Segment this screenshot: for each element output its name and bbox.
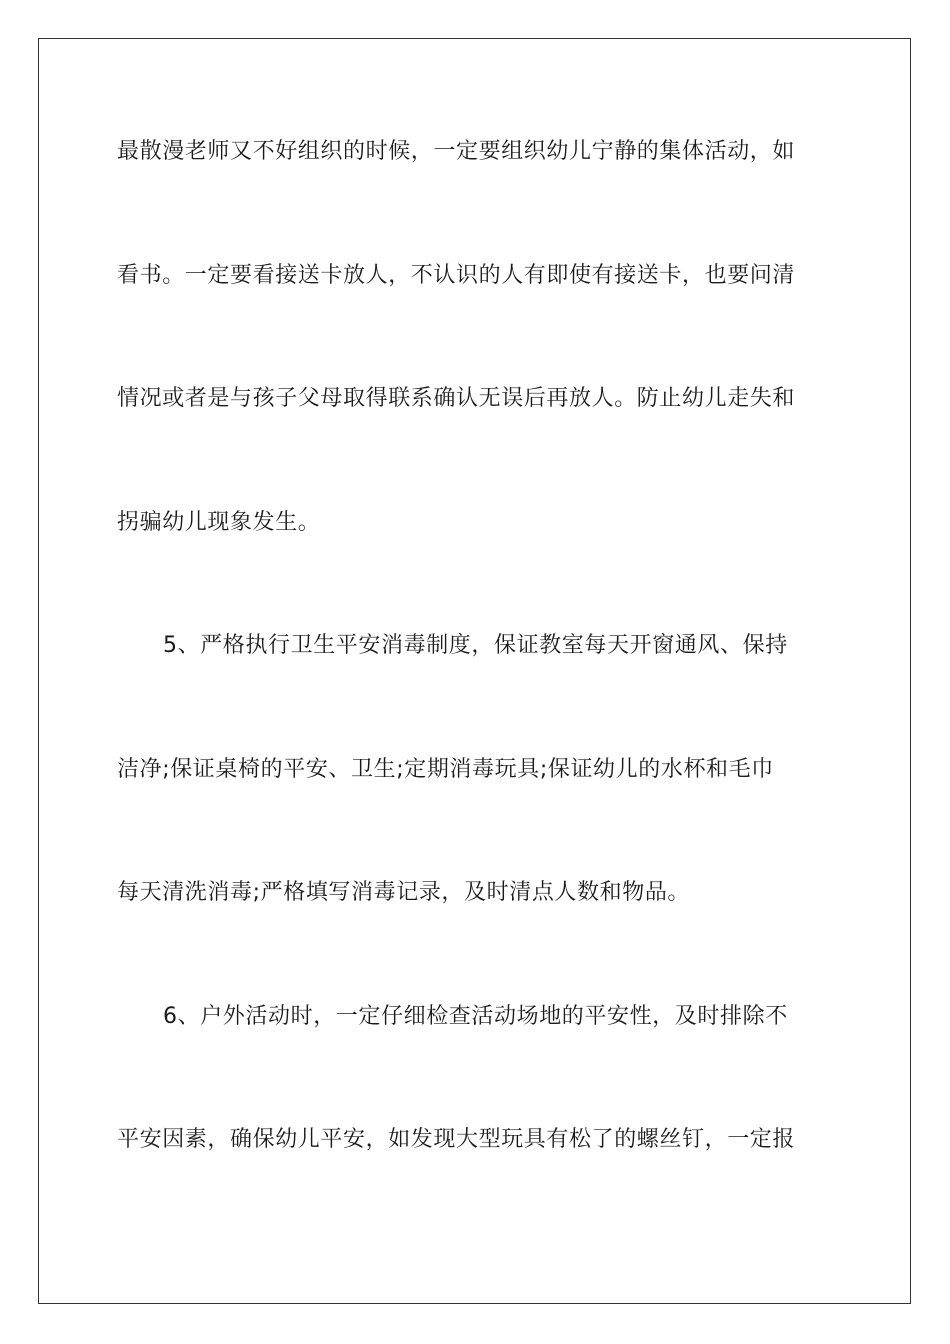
text-line: 拐骗幼儿现象发生。 — [117, 510, 321, 535]
page-border — [38, 38, 911, 1304]
paragraph-5-first-line: 5、严格执行卫生平安消毒制度，保证教室每天开窗通风、保持 — [163, 633, 788, 658]
text-line: 最散漫老师又不好组织的时候，一定要组织幼儿宁静的集体活动，如 — [117, 139, 796, 164]
text-line: 情况或者是与孩子父母取得联系确认无误后再放人。防止幼儿走失和 — [117, 386, 796, 411]
text-line: 平安因素，确保幼儿平安，如发现大型玩具有松了的螺丝钉，一定报 — [117, 1127, 796, 1152]
text-line: 洁净;保证桌椅的平安、卫生;定期消毒玩具;保证幼儿的水杯和毛巾 — [117, 757, 774, 782]
paragraph-6-first-line: 6、户外活动时，一定仔细检查活动场地的平安性，及时排除不 — [163, 1004, 788, 1029]
text-line: 看书。一定要看接送卡放人，不认识的人有即使有接送卡，也要问清 — [117, 263, 796, 288]
text-line: 每天清洗消毒;严格填写消毒记录，及时清点人数和物品。 — [117, 880, 691, 905]
